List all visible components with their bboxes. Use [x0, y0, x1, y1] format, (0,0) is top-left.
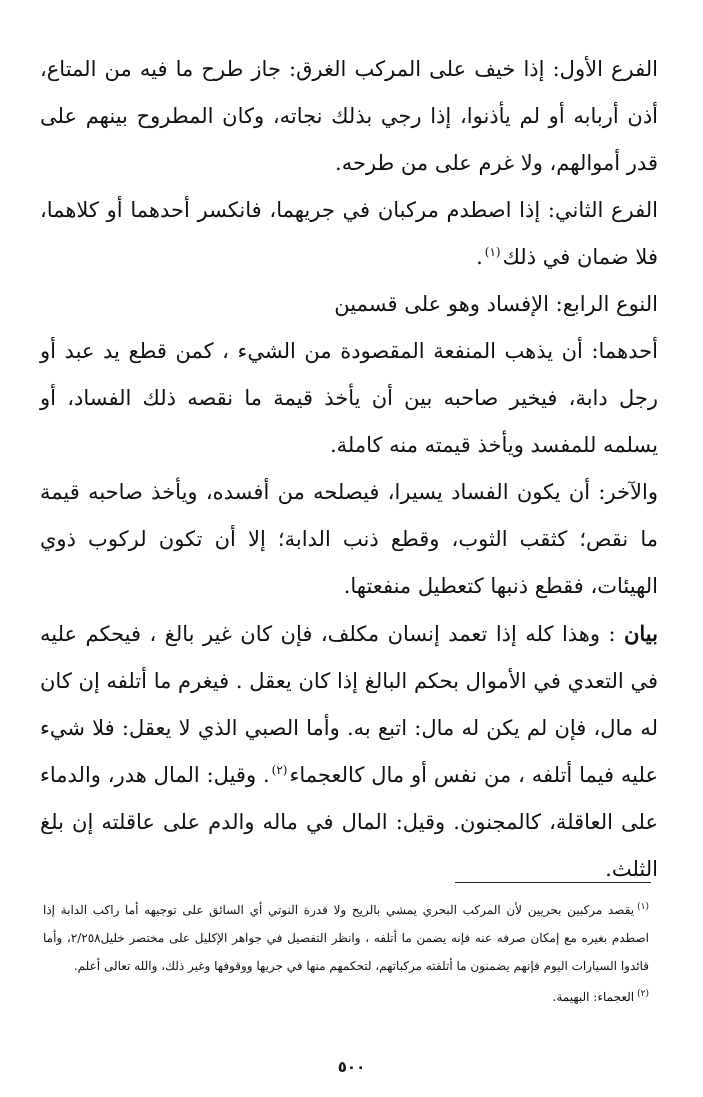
page-number: ٥٠٠: [337, 1058, 366, 1076]
paragraph-text: الفرع الثاني: إذا اصطدم مركبان في جريهما، فانكسر أحدهما أو كلاهما، فلا ضمان في ذلك: [40, 198, 658, 269]
paragraph-text: النوع الرابع: الإفساد وهو على قسمين: [334, 292, 658, 316]
paragraph-second-section: [40, 469, 658, 610]
paragraph-first-branch: [40, 46, 658, 187]
footnote-text: العجماء: البهيمة.: [552, 990, 635, 1004]
footnote-number: (١): [637, 902, 649, 912]
paragraph-text: والآخر: أن يكون الفساد يسيرا، فيصلحه من أفسده، ويأخذ صاحبه قيمة ما نقص؛ كثقب الثوب، وقطع ذنب الدابة؛ إلا أن تكون لركوب ذوي الهيئات، فقطع ذنبها كتعطيل منفعتها.: [40, 480, 658, 598]
paragraph-second-branch: [40, 187, 658, 281]
footnotes: [43, 893, 649, 1011]
paragraph-text-end: . وقيل: المال هدر، والدماء على العاقلة، كالمجنون. وقيل: المال في ماله والدم على عاقلته إن بلغ الثلث.: [40, 763, 658, 881]
footnote-divider: [455, 882, 651, 883]
paragraph-first-section: [40, 328, 658, 469]
footnote-ref-1[interactable]: (١): [484, 245, 501, 259]
footnote-number: (٢): [637, 989, 649, 999]
footnote-ref-2[interactable]: (٢): [271, 763, 288, 777]
paragraph-fourth-type-heading: [40, 281, 658, 328]
paragraph-text: : وهذا كله إذا تعمد إنسان مكلف، فإن كان غير بالغ ، فيحكم عليه في التعدي في الأموال بحكم البالغ إذا كان يعقل . فيغرم ما أتلفه إن كان له مال، فإن لم يكن له مال: اتبع به. وأما الصبي الذي لا يعقل: فلا شيء عليه فيما أتلفه ، من نفس أو مال كالعجماء: [40, 622, 658, 787]
clarification-label: بيان: [623, 621, 658, 646]
footnote-2: [43, 980, 649, 1011]
footnote-1: [43, 893, 649, 980]
footnote-text: يقصد مركبين بحريين لأن المركب البحري يمشي بالريح ولا قدرة النوتي أي السائق على توجيهه أما راكب الدابة إذا اصطدم بغيره مع إمكان صرفه عنه فإنه يضمن ما أتلفه ، وانظر التفصيل في جواهر الإكليل على مختصر خليل٢/٢٥٨، وأما قائدوا السيارات اليوم فإنهم يضمنون ما أتلفته مركباتهم، لتحكمهم منها في جريها ووقوفها وغير ذلك، والله تعالى أعلم.: [43, 903, 649, 973]
paragraph-clarification: [40, 610, 658, 893]
paragraph-text: أحدهما: أن يذهب المنفعة المقصودة من الشيء ، كمن قطع يد عبد أو رجل دابة، فيخير صاحبه بين أن يأخذ قيمة ما نقصه ذلك الفساد، أو يسلمه للمفسد ويأخذ قيمته منه كاملة.: [40, 339, 658, 457]
paragraph-text: الفرع الأول: إذا خيف على المركب الغرق: جاز طرح ما فيه من المتاع، أذن أربابه أو لم يأذنوا، إذا رجي بذلك نجاته، وكان المطروح بينهم على قدر أموالهم، ولا غرم على من طرحه.: [40, 57, 658, 175]
paragraph-text-end: .: [476, 245, 483, 269]
main-text: [40, 46, 658, 893]
